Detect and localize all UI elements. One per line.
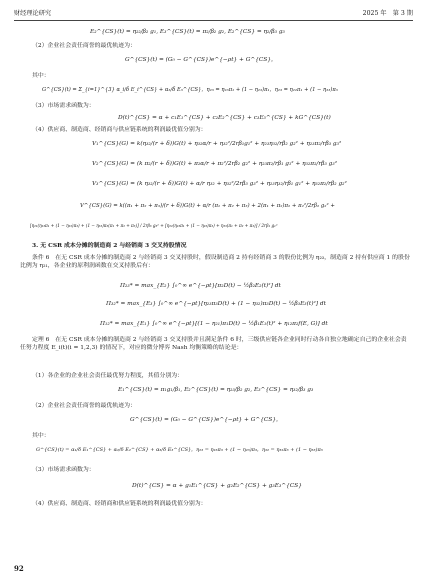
equation-effort-2: E₁^{CS}(t) = π₁g₁/β₁, E₂^{CS}(t) = η₂₃/β₂ g₂, E₃^{CS} = η₃₂/β₃ g₃ — [118, 387, 314, 393]
item-goodwill-heading-2: （2）企业社会责任商誉的最优轨迹为： — [32, 403, 136, 409]
condition-6-paragraph: 条件 6 在无 CSR 成本分摊的制造商 2 与经销商 3 交叉持股时，假设制造商 2 持有经销商 3 的股份比例为 η₂₃，制造商 2 持有供应商 1 的股份比例为 η₂₁，各企业的原利润函数在交叉持股后有： — [20, 255, 410, 270]
equation-v-system-b: [η₂₁(η₂₃π₁ + (1 − η₂₃)π₃) + (1 − η₃₃)π₃(π₁ + π₂ + π₃)] / 2rβ₃ g₃² + [η₂₂(η₂₃π₁ + (1 − η₂₃)π₃) + η₃₃(π₁ + π₂ + π₃)] / 2rβ₁ g₁² — [30, 223, 278, 228]
running-header — [14, 6, 413, 21]
item-demand-heading-2: （3）市场需求函数为： — [32, 467, 95, 473]
page-number: 92 — [14, 564, 24, 573]
equation-effort-1: E₂^{CS}(t) = η₂₂/β₂ g₁, E₃^{CS}(t) = π₂/β₂ g₂, E₂^{CS} = η₂/β₃ g₃ — [90, 29, 285, 35]
equation-v-system-a: V^{CS}(G) = k((π₁ + π₂ + π₃)/(r + δ))G(t) + α/r (π₁ + π₂ + π₃) + 2(π₁ + π₂)π₂ + π₂²/2rβ₂ g₂² + — [80, 203, 335, 209]
item-goodwill-heading-1: （2）企业社会责任商誉的最优轨迹为： — [32, 43, 136, 49]
where-label-2: 其中： — [32, 433, 50, 439]
equation-goodwill-def-2: G^{CS}(t) = α₁/δ E₁^{CS} + α₂/δ E₂^{CS} + α₃/δ E₃^{CS}，η₂₃ = η₂₃π₃ + (1 − η₂₃)π₃，η₃₂ = η₃₂π₃ + (1 − η₃₃)π₃ — [36, 447, 323, 453]
equation-v3: V₃^{CS}(G) = (k η₃₂/(r + δ))G(t) + α/r η₃₂ + η₃₂²/2rβ₃ g₃² + η₂₃η₃₂/rβ₁ g₁² + η₃₂π₂/rβ₂ g₂² — [92, 181, 347, 187]
theorem-6-paragraph: 定理 6 在无 CSR 成本分摊的制造商 2 与经销商 3 交叉持股并且满足条件 6 时，三级供应链各企业同时行动各自独立地确定自己的企业社会责任努力程度 E_i(t)(i = 1,2,3) 的情况下，对应的微分博弈 Nash 均衡策略的结论是： — [20, 337, 407, 352]
journal-name: 财经理论研究 — [14, 10, 52, 17]
equation-pi23: Π₂₃* = max_{E₂} ∫₀^∞ e^{−ρt}[π₂D(t) − ½β₂E₂(t)²] dt — [120, 283, 281, 289]
section-heading-3: 3. 无 CSR 成本分摊的制造商 2 与经销商 3 交叉持股情况 — [32, 242, 187, 249]
equation-demand-2: D(t)^{CS} = α + g₁E₁^{CS} + g₂E₂^{CS} + g₃E₃^{CS} — [132, 483, 302, 489]
equation-goodwill-2: G^{CS}(t) = (G₀ − G^{CS})e^{−ρt} + G^{CS}， — [130, 417, 282, 423]
equation-pi32: Π₃₂* = max_{E₃} ∫₀^∞ e^{−ρt}[η₂₃π₃D(t) + (1 − η₃₂)π₃D(t) − ½β₃E₃(t)²] dt — [106, 301, 326, 307]
item-demand-heading-1: （3）市场需求函数为： — [32, 103, 95, 109]
equation-pi12: Π₁₂* = max_{E₁} ∫₀^∞ e^{−ρt}[(1 − η₂₁)π₁D(t) − ½β₁E₁(t)² + η₁₂π₂f(E, G)] dt — [100, 321, 328, 327]
equation-v2: V₂^{CS}(G) = (k π₂/(r + δ))G(t) + π₂α/r + π₂²/2rβ₂ g₂² + η₂₃π₂/rβ₁ g₁² + η₃₂π₂/rβ₃ g₃² — [92, 161, 338, 167]
item-profit-heading-1: （4）供应商、制造商、经销商与供应链系统的利润最优值分别为： — [32, 127, 207, 133]
equation-v1: V₁^{CS}(G) = k(η₃₂/(r + δ))G(t) + η₃₂α/r + η₃₂²/2rβ₁g₁² + η₂₃η₃₂/rβ₂ g₂² + η₂₃π₂/rβ₃ g₃² — [92, 141, 342, 147]
where-label-1: 其中： — [32, 73, 50, 79]
item-profit-heading-2: （4）供应商、制造商、经销商和供应链系统的利润最优值分别为： — [32, 501, 207, 507]
equation-goodwill-def-1: G^{CS}(t) = Σ_{i=1}^{3} α_i/δ E_i^{CS} + α₃/δ E₃^{CS}，η₂₃ = η₂₃π₁ + (1 − η₂₃)π₁，η₂₃ = η₂₂π₁ + (1 − η₃₃)π₃ — [42, 87, 338, 93]
equation-goodwill-1: G^{CS}(t) = (G₀ − G^{CS})e^{−ρt} + G^{CS}， — [125, 57, 277, 63]
item-effort-heading-2: （1）各企业的企业社会责任最优努力程度，其值分别为： — [32, 373, 184, 379]
equation-demand-1: D(t)^{CS} = α + c₁E₁^{CS} + c₂E₂^{CS} + c₃E₃^{CS} + kG^{CS}(t) — [118, 115, 331, 121]
issue-label: 2025 年 第 3 期 — [362, 10, 413, 17]
